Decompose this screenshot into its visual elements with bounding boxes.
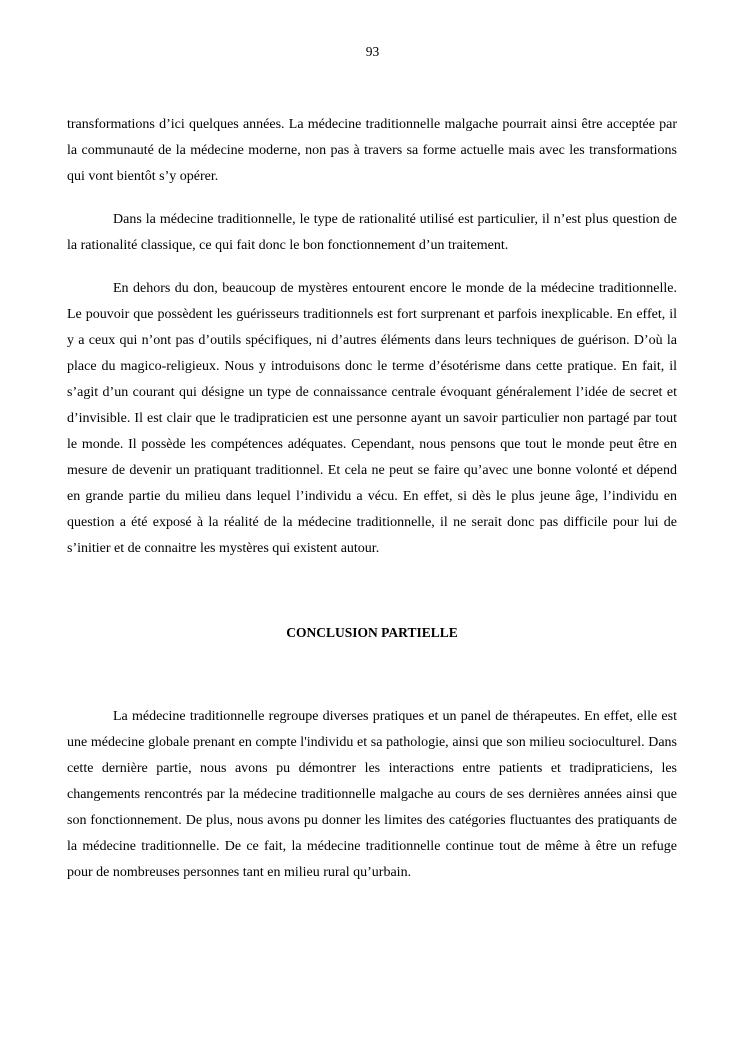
paragraph-continuation: transformations d’ici quelques années. La médecine traditionnelle malgache pourrait ainsi être acceptée par la communauté de la médecine moderne, non pas à travers sa forme actuelle mais avec les transformations qui vont bientôt s’y opérer. bbox=[67, 117, 677, 184]
page-number: 93 bbox=[365, 44, 380, 59]
document-body bbox=[67, 112, 677, 886]
paragraph-rationality: Dans la médecine traditionnelle, le type de rationalité utilisé est particulier, il n’est plus question de la rationalité classique, ce qui fait donc le bon fonctionnement d’un traitement. bbox=[67, 212, 677, 253]
paragraph-conclusion: La médecine traditionnelle regroupe diverses pratiques et un panel de thérapeutes. En effet, elle est une médecine globale prenant en compte l'individu et sa pathologie, ainsi que son milieu socioculturel. Dans cette dernière partie, nous avons pu démontrer les interactions entre patients et tradipraticiens, les changements rencontrés par la médecine traditionnelle malgache au cours de ses dernières années ainsi que son fonctionnement. De plus, nous avons pu donner les limites des catégories fluctuantes des pratiquants de la médecine traditionnelle. De ce fait, la médecine traditionnelle continue tout de même à être un refuge pour de nombreuses personnes tant en milieu rural qu’urbain. bbox=[67, 709, 677, 880]
paragraph-mysteries: En dehors du don, beaucoup de mystères entourent encore le monde de la médecine traditionnelle. Le pouvoir que possèdent les guérisseurs traditionnels est fort surprenant et parfois inexplicable. En effet, il y a ceux qui n’ont pas d’outils spécifiques, ni d’autres éléments dans leurs techniques de guérison. D’où la place du magico-religieux. Nous y introduisons donc le terme d’ésotérisme dans cette pratique. En fait, il s’agit d’un courant qui désigne un type de connaissance centrale évoquant généralement l’idée de secret et d’invisible. Il est clair que le tradipraticien est une personne ayant un savoir particulier non partagé par tout le monde. Il possède les compétences adéquates. Cependant, nous pensons que tout le monde peut être en mesure de devenir un pratiquant traditionnel. Et cela ne peut se faire qu’avec une bonne volonté et dépend en grande partie du milieu dans lequel l’individu a vécu. En effet, si dès le plus jeune âge, l’individu en question a été exposé à la réalité de la médecine traditionnelle, il ne serait donc pas difficile pour lui de s’initier et de connaitre les mystères qui existent autour. bbox=[67, 281, 677, 556]
section-heading: CONCLUSION PARTIELLE bbox=[286, 625, 458, 640]
